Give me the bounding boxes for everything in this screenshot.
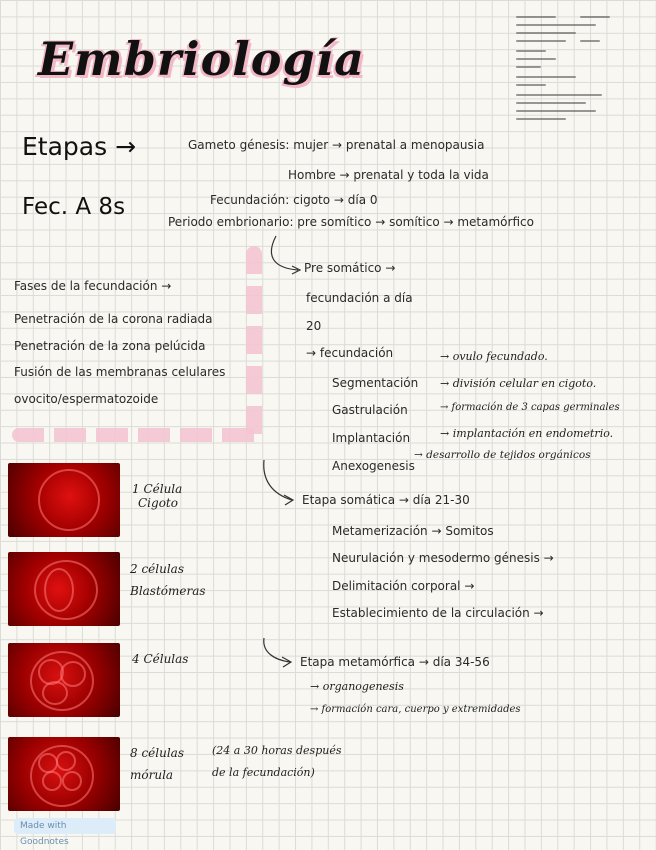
- micrograph-2-cells: [8, 552, 120, 626]
- somatica-heading: Etapa somática → día 21-30: [302, 493, 470, 507]
- micrograph-1-cell: [8, 463, 120, 537]
- morula-note: (24 a 30 horas después: [212, 744, 342, 757]
- fec-label: Fec. A 8s: [22, 194, 126, 220]
- hombre-line: Hombre → prenatal y toda la vida: [288, 168, 489, 182]
- presomitico-range-day: 20: [306, 319, 322, 333]
- step-label: Implantación: [332, 431, 411, 445]
- step-label: → fecundación: [306, 346, 394, 360]
- metamorfica-item: → organogenesis: [310, 680, 404, 693]
- goodnotes-badge: Made with Goodnotes: [14, 818, 116, 834]
- cell-caption: Cigoto: [138, 496, 178, 510]
- cell-caption: Blastómeras: [130, 584, 206, 598]
- fases-item: ovocito/espermatozoide: [14, 392, 159, 406]
- metamorfica-item: → formación cara, cuerpo y extremidades: [310, 704, 521, 715]
- fecundacion-line: Fecundación: cigoto → día 0: [210, 193, 378, 207]
- fases-heading: Fases de la fecundación →: [14, 279, 172, 293]
- somatica-item: Neurulación y mesodermo génesis →: [332, 551, 554, 565]
- cell-caption: 4 Células: [132, 652, 189, 666]
- presomitico-heading: Pre somático →: [304, 261, 396, 275]
- cell-caption: mórula: [130, 768, 174, 782]
- presomitico-range: fecundación a día: [306, 291, 413, 305]
- step-note: → desarrollo de tejidos orgánicos: [414, 449, 591, 461]
- cell-caption: 1 Célula: [132, 482, 183, 496]
- cell-caption: 8 células: [130, 746, 184, 760]
- fases-item: Penetración de la zona pelúcida: [14, 339, 206, 353]
- micrograph-4-cells: [8, 643, 120, 717]
- fases-item: Penetración de la corona radiada: [14, 312, 213, 326]
- gametogenesis-line: Gameto génesis: mujer → prenatal a menopausia: [188, 138, 485, 152]
- cell-caption: 2 células: [130, 562, 184, 576]
- somatica-item: Metamerización → Somitos: [332, 524, 494, 538]
- etapas-label: Etapas →: [22, 132, 137, 161]
- fases-item: Fusión de las membranas celulares: [14, 365, 226, 379]
- step-note: → ovulo fecundado.: [440, 350, 548, 363]
- step-label: Segmentación: [332, 376, 419, 390]
- somatica-item: Delimitación corporal →: [332, 579, 475, 593]
- metamorfica-heading: Etapa metamórfica → día 34-56: [300, 655, 490, 669]
- periodo-line: Periodo embrionario: pre somítico → somítico → metamórfico: [168, 215, 534, 229]
- somatica-item: Establecimiento de la circulación →: [332, 606, 544, 620]
- morula-note: de la fecundación): [212, 766, 315, 779]
- step-note: → implantación en endometrio.: [440, 427, 614, 440]
- step-note: → división celular en cigoto.: [440, 377, 597, 390]
- page-title: Embriología: [38, 32, 365, 86]
- step-note: → formación de 3 capas germinales: [440, 402, 620, 413]
- step-label: Anexogenesis: [332, 459, 415, 473]
- step-label: Gastrulación: [332, 403, 408, 417]
- micrograph-8-cells: [8, 737, 120, 811]
